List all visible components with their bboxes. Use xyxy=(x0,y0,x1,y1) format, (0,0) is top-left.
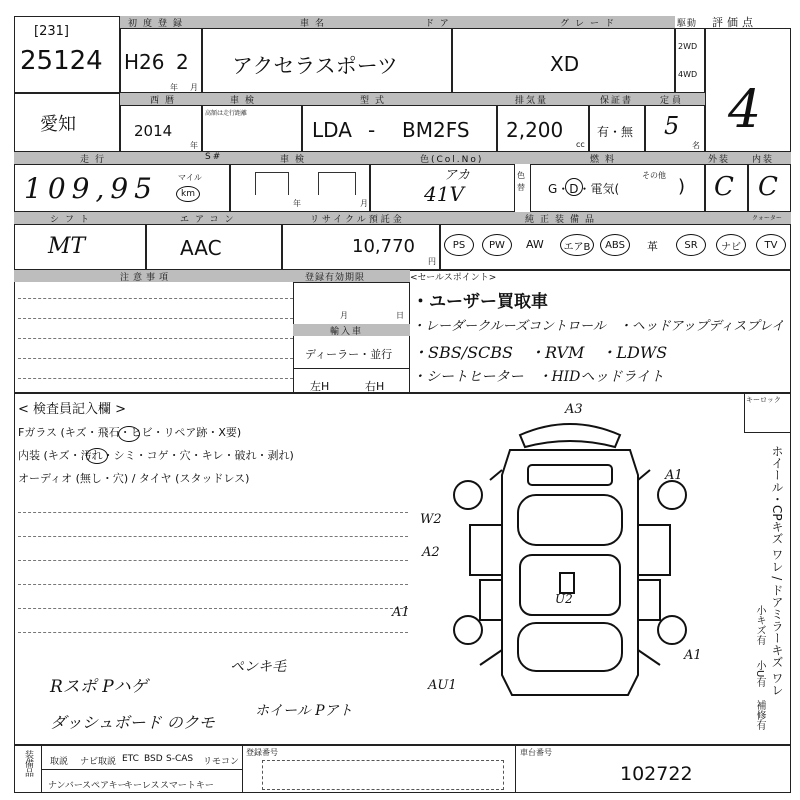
mileage-value: 109,95 xyxy=(24,172,158,205)
sales-point-2: ・レーダークルーズコントロール ・ヘッドアップディスプレイ xyxy=(412,319,785,334)
header-aircon: エアコン xyxy=(180,215,240,225)
interior-circle-mark xyxy=(86,448,108,464)
import-left: 左H xyxy=(310,380,330,393)
chassis-number: 102722 xyxy=(620,763,693,785)
bottom-label: 装備品 xyxy=(23,750,33,777)
recycle-value: 10,770 xyxy=(352,236,415,257)
first-reg-month-unit: 月 xyxy=(190,83,198,92)
mileage-km: km xyxy=(176,186,200,202)
year-unit: 年 xyxy=(190,141,198,150)
drive-box xyxy=(675,28,705,93)
mark-a1-front: A1 xyxy=(665,468,683,483)
header-warranty: 保証書 xyxy=(600,96,634,106)
lot-bracket: [231] xyxy=(34,24,69,39)
inspection-month-unit: 月 xyxy=(360,199,368,208)
header-recycle: リサイクル預託金 xyxy=(310,215,405,225)
header-score: 評価点 xyxy=(712,16,757,29)
lot-number: 25124 xyxy=(20,46,103,76)
inspector-line-interior: 内装 (キズ・汚れ・シミ・コゲ・穴・キレ・破れ・剥れ) xyxy=(18,449,294,462)
recycle-unit: 円 xyxy=(428,257,436,266)
inspector-line-b xyxy=(18,536,408,537)
header-year-ad: 西暦 xyxy=(150,96,181,106)
color-paint-label: 色替 xyxy=(517,171,525,192)
opt-plate: ナンバー xyxy=(48,781,83,791)
first-reg-year: H26 xyxy=(124,50,165,74)
equip-abs: ABS xyxy=(600,234,630,256)
score-value: 4 xyxy=(728,80,762,140)
first-reg-month: 2 xyxy=(176,50,189,74)
mark-au1: AU1 xyxy=(428,678,457,693)
equip-ps: PS xyxy=(444,234,474,256)
reg-number-label: 登録番号 xyxy=(246,748,278,757)
header-sales-points: <セールスポイント> xyxy=(410,273,497,283)
inspection-month-mark xyxy=(318,172,356,195)
header-shift: シフト xyxy=(50,215,96,225)
year-value: 2014 xyxy=(134,122,173,140)
header-first-reg: 初度登録 xyxy=(128,19,189,29)
equip-aw: AW xyxy=(526,238,544,251)
remarks-line-1 xyxy=(18,298,293,299)
chassis-number-label: 車台番号 xyxy=(520,748,552,757)
mark-w2: W2 xyxy=(420,512,442,527)
fuel-other: その他 xyxy=(642,171,666,180)
mark-a1-rear: A1 xyxy=(684,648,702,663)
drive-2wd: 2WD xyxy=(678,42,698,51)
sales-point-4: ・シートヒーター ・HIDヘッドライト xyxy=(412,369,664,385)
capacity-value: 5 xyxy=(664,112,680,140)
equip-pw: PW xyxy=(482,234,512,256)
header-color: 色(Col.No) xyxy=(420,155,484,165)
remarks-line-5 xyxy=(18,378,293,379)
side-tag-2: 小U有 xyxy=(754,660,765,688)
header-equipment: 純正装備品 xyxy=(525,215,601,225)
header-inspection: 車検 xyxy=(280,155,311,165)
import-right: 右H xyxy=(365,380,385,393)
displacement-unit: cc xyxy=(576,140,585,149)
mark-a1-side: A1 xyxy=(392,605,410,620)
opt-remote: リモコン xyxy=(203,757,240,767)
inspector-line-e xyxy=(18,608,408,609)
inspector-line-glass: Fガラス (キズ・飛石・ヒビ・リペア跡・X要) xyxy=(18,426,242,439)
bottom-divider-1 xyxy=(242,745,243,793)
mark-a2: A2 xyxy=(422,545,440,560)
first-reg-era-unit: 年 xyxy=(170,83,178,92)
mileage-mile: マイル xyxy=(178,173,202,182)
hand-note-4: ホイール Pアト xyxy=(255,703,353,719)
remarks-line-3 xyxy=(18,338,293,339)
capacity-unit: 名 xyxy=(692,141,700,150)
grade-value: XD xyxy=(550,52,580,76)
header-bar-row3 xyxy=(14,152,791,164)
header-mileage: 走行 xyxy=(80,155,111,165)
import-label: 輸入車 xyxy=(330,327,364,337)
year-note: 高額は走行距離 xyxy=(205,110,248,117)
inspector-line-f xyxy=(18,632,408,633)
opt-spare-key: スペアキー xyxy=(82,781,127,791)
opt-scas: S-CAS xyxy=(166,754,194,764)
hand-note-3: ペンキ毛 xyxy=(230,659,286,675)
shift-value: MT xyxy=(48,234,86,259)
car-diagram xyxy=(440,395,700,715)
import-divider xyxy=(293,368,410,369)
remarks-line-4 xyxy=(18,358,293,359)
inspector-line-d xyxy=(18,584,408,585)
exterior-grade: C xyxy=(714,172,734,202)
inspection-year-mark xyxy=(255,172,289,195)
region-value: 愛知 xyxy=(40,114,76,135)
sales-point-3: ・SBS/SCBS ・RVM ・LDWS xyxy=(412,343,668,362)
model-type-dash: - xyxy=(368,118,376,142)
reg-expiry-month: 月 xyxy=(340,311,348,320)
hand-note-1: Rスポ Pハゲ xyxy=(50,677,148,697)
header-grade: グレード xyxy=(560,19,621,29)
warranty-value: 有・無 xyxy=(597,125,634,139)
reg-expiry-box xyxy=(293,282,410,393)
header-doors: ドア xyxy=(425,19,455,29)
opt-manual: 取説 xyxy=(50,757,69,767)
header-sharp: S# xyxy=(205,152,223,162)
equip-sr: SR xyxy=(676,234,706,256)
equipment-extra-label: クォーター xyxy=(752,215,782,222)
inspector-line-audio: オーディオ (無し・穴) / タイヤ (スタッドレス) xyxy=(18,472,250,485)
model-name: アクセラスポーツ xyxy=(232,54,398,78)
header-capacity: 定員 xyxy=(660,96,685,106)
aircon-value: AAC xyxy=(180,236,222,260)
remarks-line-2 xyxy=(18,318,293,319)
fuel-close: ) xyxy=(678,176,686,197)
header-drive: 駆動 xyxy=(677,19,698,29)
header-model-type: 型式 xyxy=(360,96,391,106)
equip-airbag: エアB xyxy=(560,234,594,256)
equip-leather: 革 xyxy=(647,240,658,253)
model-type-code: BM2FS xyxy=(402,118,470,142)
sales-point-1: ・ユーザー買取車 xyxy=(412,292,548,312)
opt-navi-manual: ナビ取説 xyxy=(80,757,117,767)
interior-grade: C xyxy=(758,172,778,202)
header-fuel: 燃料 xyxy=(590,155,621,165)
bottom-options-divider xyxy=(42,769,242,770)
equip-tv: TV xyxy=(756,234,786,256)
header-exterior: 外装 xyxy=(708,155,731,165)
fuel-options: G・D・電気( xyxy=(548,182,620,196)
side-vertical-text: ホイール・CPキズ ワレ / ドアミラーキズ ワレ xyxy=(770,445,784,696)
header-vehicle-inspection: 車検 xyxy=(230,96,261,106)
opt-smart-key: スマートキー xyxy=(160,781,214,791)
hand-note-2: ダッシュボード のクモ xyxy=(50,713,215,732)
mark-a3: A3 xyxy=(565,402,583,417)
color-hand: アカ xyxy=(444,168,470,183)
bottom-divider-2 xyxy=(515,745,516,793)
inspection-year-unit: 年 xyxy=(293,199,301,208)
side-tag-3: 補修有 xyxy=(754,700,765,730)
equip-navi: ナビ xyxy=(716,234,746,256)
color-code: 41V xyxy=(424,182,464,206)
fuel-diesel-circle xyxy=(565,178,583,196)
header-reg-expiry: 登録有効期限 xyxy=(305,273,366,283)
inspector-line-c xyxy=(18,560,408,561)
inspector-header: < 検査員記入欄 > xyxy=(18,402,127,417)
opt-bsd: BSD xyxy=(144,754,163,764)
keyless-label: キーロック xyxy=(746,396,781,404)
header-displacement: 排気量 xyxy=(515,96,549,106)
side-tag-1: 小キズ有 xyxy=(754,605,765,645)
drive-4wd: 4WD xyxy=(678,70,698,79)
glass-circle-mark xyxy=(118,426,140,442)
reg-expiry-day: 日 xyxy=(396,311,404,320)
displacement-value: 2,200 xyxy=(506,118,564,142)
header-remarks: 注意事項 xyxy=(120,273,173,283)
model-type-prefix: LDA xyxy=(312,118,352,142)
mark-u2: U2 xyxy=(555,592,573,606)
reg-number-field xyxy=(262,760,504,790)
opt-etc: ETC xyxy=(122,754,139,764)
header-model-name: 車名 xyxy=(300,19,331,29)
opt-keyless: キーレス xyxy=(124,781,160,791)
import-dealer: ディーラー・並行 xyxy=(305,348,393,361)
header-interior: 内装 xyxy=(752,155,775,165)
inspector-line-a xyxy=(18,512,408,513)
